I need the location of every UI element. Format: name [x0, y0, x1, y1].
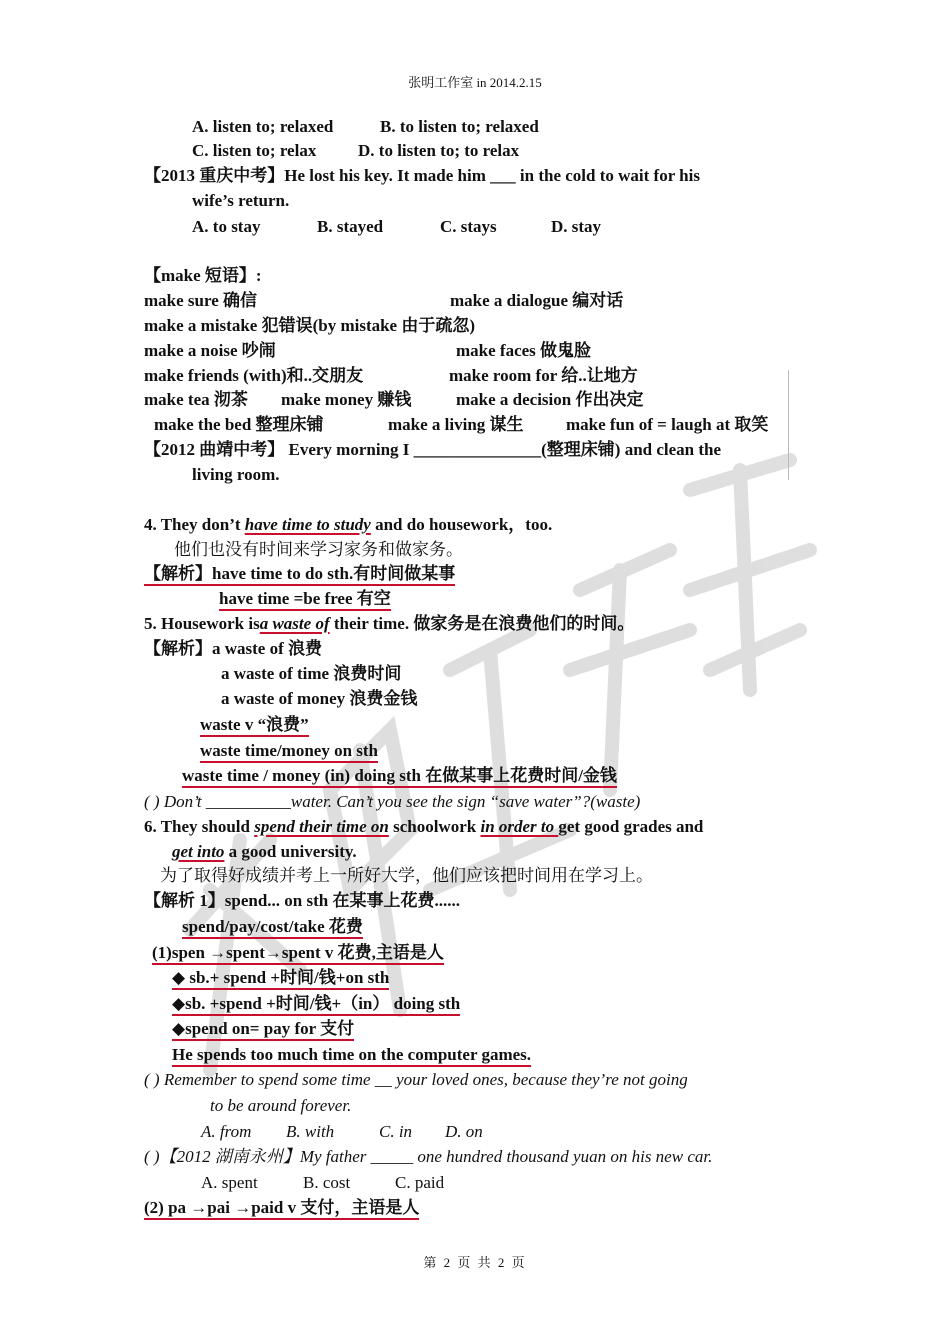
question-2012-cont: living room.: [192, 465, 280, 484]
phrase: make a dialogue 编对话: [450, 291, 624, 310]
option-b: B. cost: [303, 1173, 351, 1192]
option-d: D. on: [445, 1122, 483, 1141]
option-b: B. stayed: [317, 217, 384, 236]
option-a: A. from: [201, 1122, 252, 1141]
phrase: make money 赚钱: [281, 390, 412, 409]
analysis: 【解析 1】spend... on sth 在某事上花费......: [144, 891, 460, 910]
margin-line: [788, 370, 789, 480]
phrase: make a noise 吵闹: [144, 341, 276, 360]
section-title: 【make 短语】:: [144, 266, 262, 285]
question-2012: 【2012 曲靖中考】 Every morning I _______________(整理床铺) and clean the: [144, 440, 722, 459]
phrase: make a decision 作出决定: [456, 390, 644, 409]
page-header: 张明工作室 in 2014.2.15: [408, 75, 542, 90]
sentence-6-cont: get into a good university.: [172, 842, 357, 861]
analysis: 【解析】a waste of 浪费: [144, 639, 323, 658]
exercise: ( ) Don’t __________water. Can’t you see the sign “save water”?(waste): [144, 792, 641, 811]
question-2013: 【2013 重庆中考】He lost his key. It made him ___ in the cold to wait for his: [144, 166, 700, 185]
analysis: a waste of money 浪费金钱: [221, 689, 418, 708]
option-b: B. to listen to; relaxed: [380, 117, 539, 136]
analysis: waste time/money on sth: [200, 740, 378, 762]
exercise: ( ) Remember to spend some time __ your loved ones, because they’re not going: [144, 1070, 688, 1089]
phrase: make friends (with)和..交朋友: [144, 366, 364, 385]
option-a: A. to stay: [192, 217, 261, 236]
phrase: make the bed 整理床铺: [154, 415, 324, 434]
option-d: D. stay: [551, 217, 602, 236]
analysis: ◆sb. +spend +时间/钱+（in） doing sth: [172, 993, 460, 1015]
sentence-4: 4. They don’t have time to study and do housework，too.: [144, 515, 553, 534]
example-sentence: He spends too much time on the computer games.: [172, 1044, 531, 1066]
option-a: A. spent: [201, 1173, 258, 1192]
option-c: C. in: [379, 1122, 413, 1141]
analysis: 【解析】have time to do sth.有时间做某事: [144, 563, 455, 585]
translation: 他们也没有时间来学习家务和做家务。: [174, 540, 463, 559]
analysis: ◆ sb.+ spend +时间/钱+on sth: [172, 967, 389, 989]
phrase: make a mistake 犯错误(by mistake 由于疏忽): [144, 316, 476, 335]
exercise-cont: to be around forever.: [210, 1096, 352, 1115]
analysis: have time =be free 有空: [219, 588, 391, 610]
option-a: A. listen to; relaxed: [192, 117, 334, 136]
analysis: (1)spen →spent→spent v 花费,主语是人: [152, 942, 444, 964]
phrase: make room for 给..让地方: [449, 366, 638, 385]
analysis: spend/pay/cost/take 花费: [182, 916, 363, 938]
sentence-6: 6. They should spend their time on schoolwork in order to get good grades and: [144, 817, 704, 836]
option-b: B. with: [286, 1122, 335, 1141]
option-c: C. listen to; relax: [192, 141, 317, 160]
phrase: make faces 做鬼脸: [456, 341, 592, 360]
phrase: make tea 沏茶: [144, 390, 248, 409]
analysis: ◆spend on= pay for 支付: [172, 1018, 354, 1040]
sentence-5: 5. Housework isa waste of their time. 做家务是在浪费他们的时间。: [144, 614, 635, 633]
question-2013-cont: wife’s return.: [192, 191, 290, 210]
phrase: make sure 确信: [144, 291, 258, 310]
option-d: D. to listen to; to relax: [358, 141, 520, 160]
analysis: a waste of time 浪费时间: [221, 664, 402, 683]
option-c: C. paid: [395, 1173, 445, 1192]
option-c: C. stays: [440, 217, 497, 236]
analysis: (2) pa →pai →paid v 支付，主语是人: [144, 1197, 419, 1219]
phrase: make a living 谋生: [388, 415, 524, 434]
phrase: make fun of = laugh at 取笑: [566, 415, 769, 434]
analysis: waste time / money (in) doing sth 在做某事上花费时间/金钱: [182, 765, 617, 787]
exercise: ( )【2012 湖南永州】My father _____ one hundred thousand yuan on his new car.: [144, 1147, 713, 1166]
page-footer: 第 2 页 共 2 页: [423, 1255, 527, 1270]
analysis: waste v “浪费”: [200, 714, 309, 736]
translation: 为了取得好成绩并考上一所好大学，他们应该把时间用在学习上。: [160, 866, 653, 885]
